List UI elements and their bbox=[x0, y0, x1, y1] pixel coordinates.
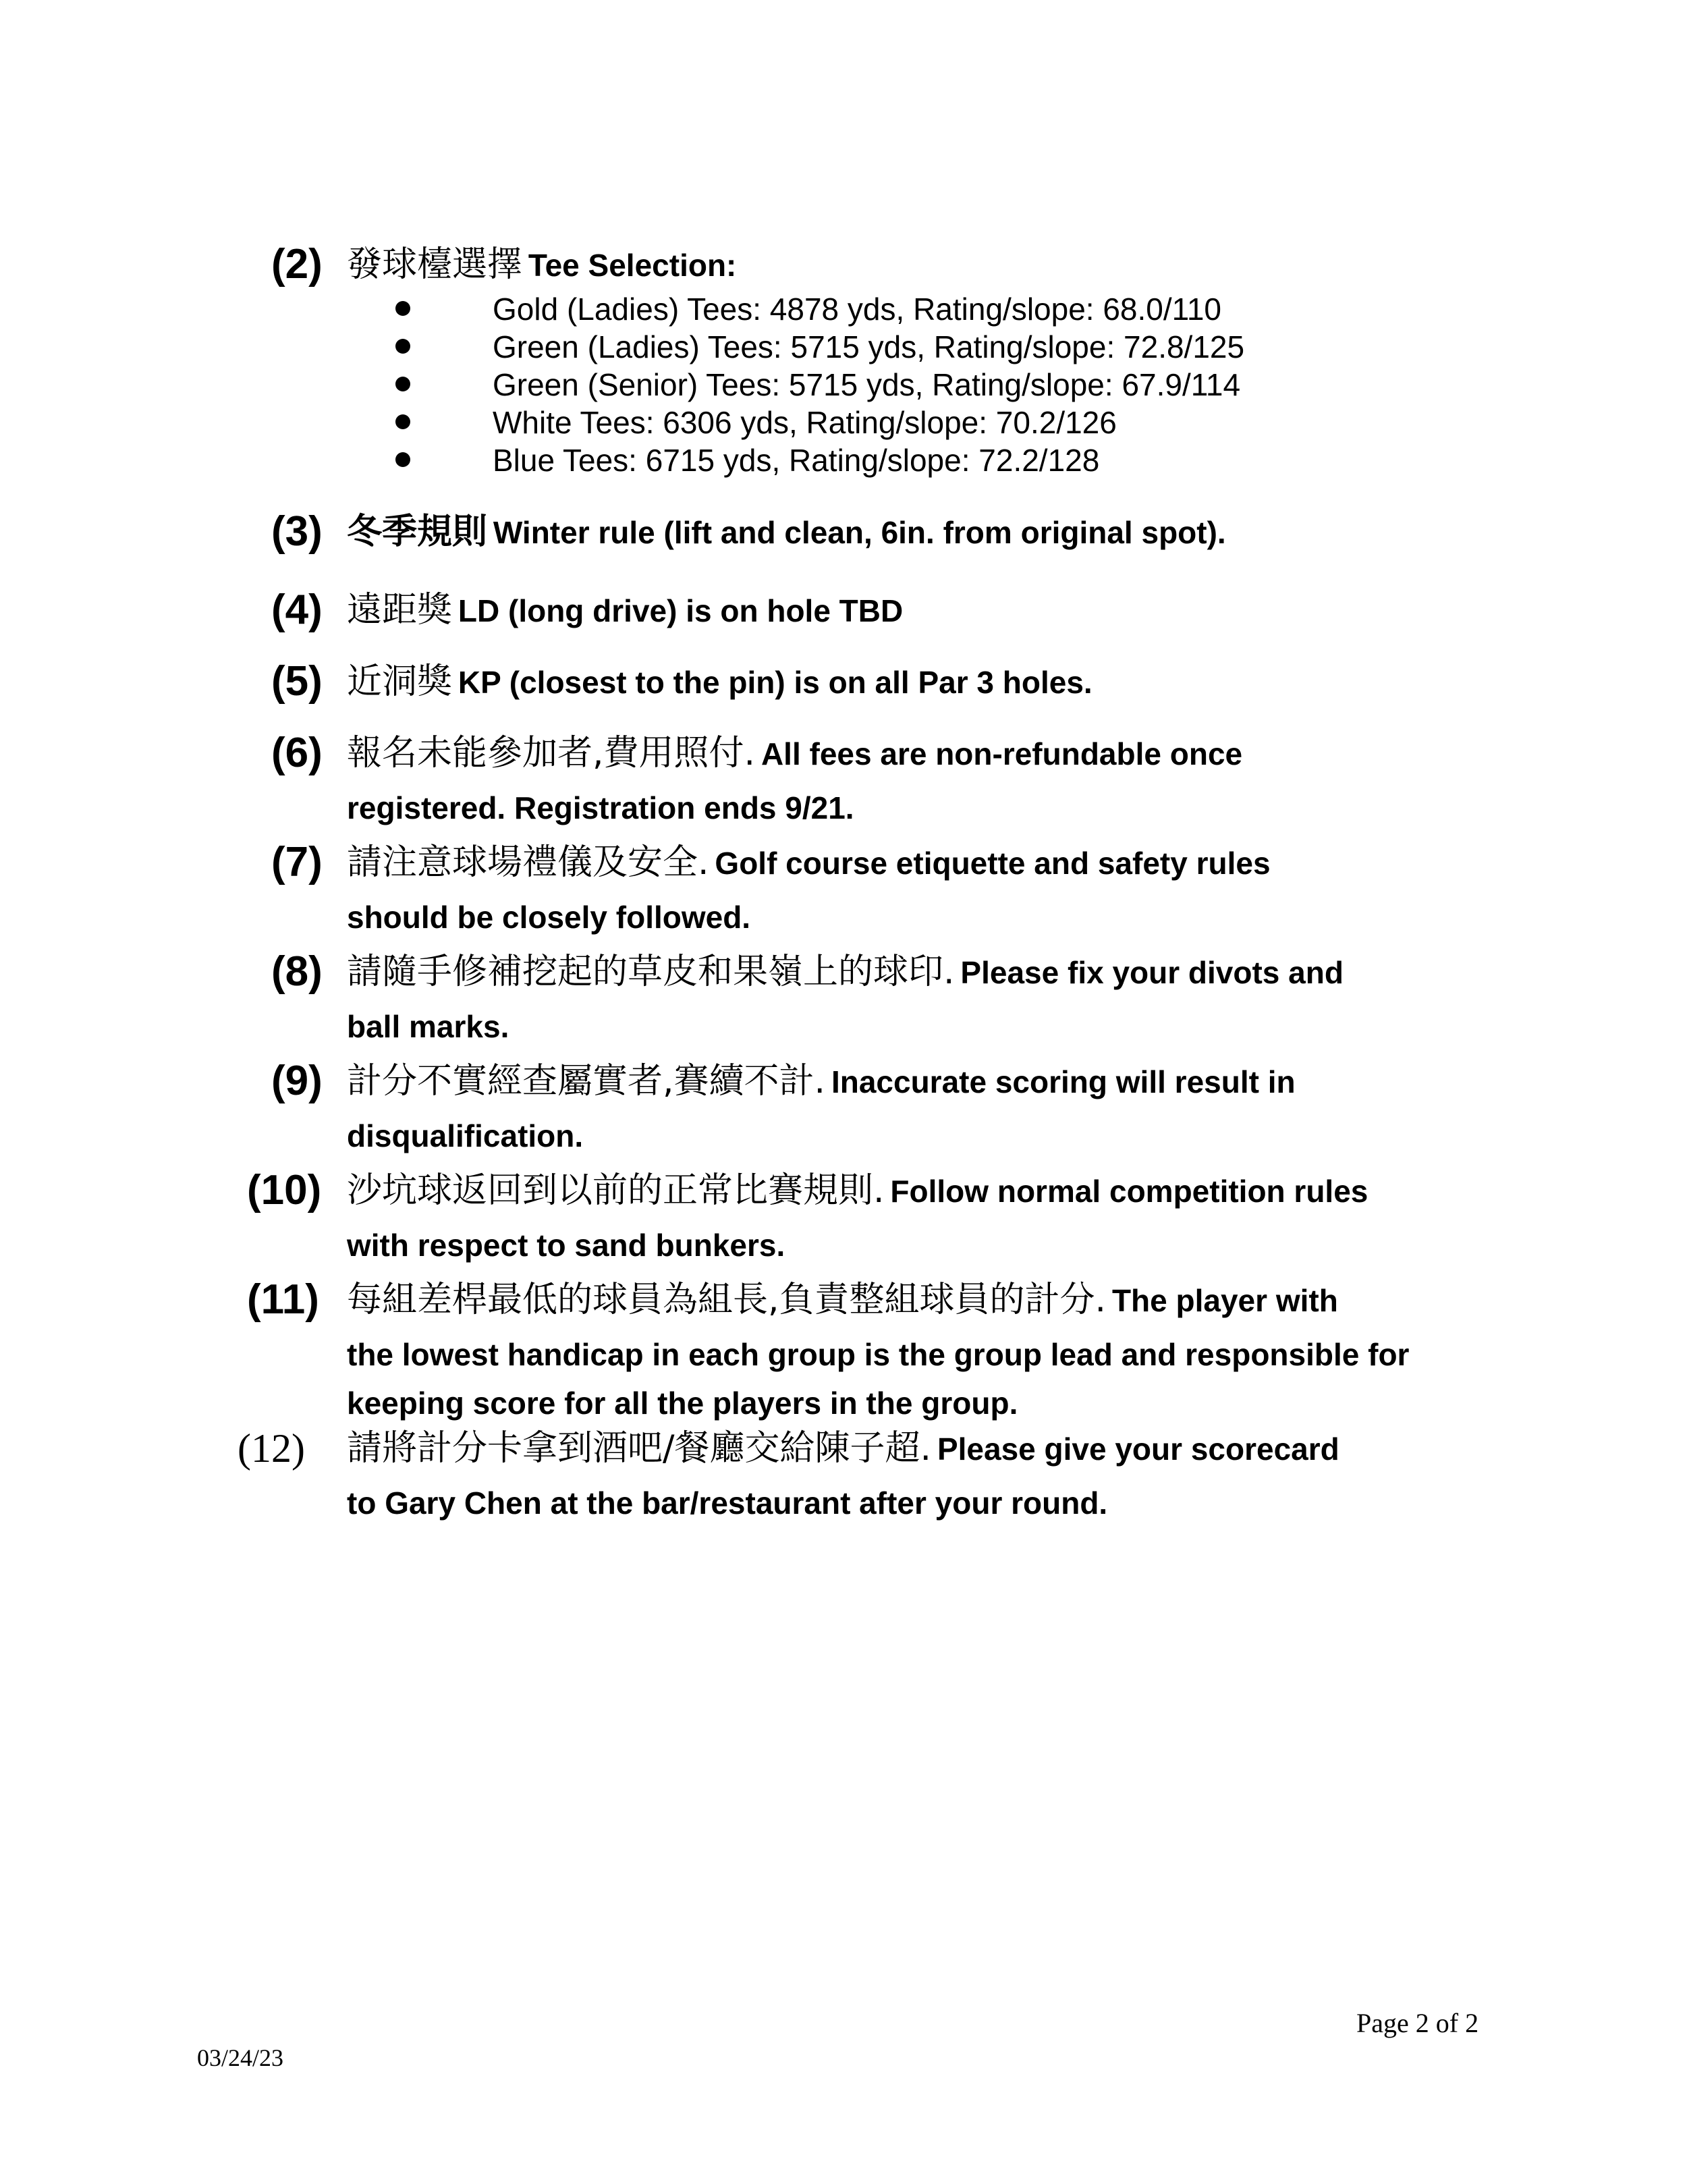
item-chinese-text: 近洞獎 bbox=[347, 661, 453, 702]
bullet-icon bbox=[395, 414, 410, 429]
tee-info: Gold (Ladies) Tees: 4878 yds, Rating/slope: 68.0/110 bbox=[493, 292, 1221, 327]
item-english-text: Please fix your divots and bbox=[960, 955, 1344, 990]
item-english-text: The player with bbox=[1111, 1283, 1338, 1318]
item-english-continuation: keeping score for all the players in the group. bbox=[347, 1386, 1018, 1421]
list-item bbox=[0, 443, 1687, 481]
item-number: (2) bbox=[271, 241, 323, 288]
item-english-continuation: the lowest handicap in each group is the group lead and responsible for bbox=[347, 1337, 1410, 1372]
item-chinese-text: 遠距獎 bbox=[347, 590, 453, 630]
list-item bbox=[0, 292, 1687, 329]
item-chinese-text: 請注意球場禮儀及安全. bbox=[347, 842, 709, 883]
item-chinese-text: 冬季規則 bbox=[347, 512, 488, 552]
item-number: (7) bbox=[271, 839, 323, 885]
item-chinese-text: 沙坑球返回到以前的正常比賽規則. bbox=[347, 1170, 885, 1211]
item-number: (5) bbox=[271, 658, 323, 705]
item-english-continuation: disqualification. bbox=[347, 1118, 584, 1153]
item-number: (6) bbox=[271, 730, 323, 776]
bullet-icon bbox=[395, 339, 410, 354]
item-english-continuation: ball marks. bbox=[347, 1009, 509, 1044]
item-number: (3) bbox=[271, 508, 323, 555]
item-chinese-text: 報名未能參加者,費用照付. bbox=[347, 733, 756, 773]
page-number: Page 2 of 2 bbox=[1356, 2008, 1479, 2038]
item-chinese-text: 每組差桿最低的球員為組長,負責整組球員的計分. bbox=[347, 1280, 1107, 1320]
item-number: (9) bbox=[271, 1058, 323, 1104]
item-number: (4) bbox=[271, 586, 323, 633]
item-chinese-text: 計分不實經查屬實者,賽續不計. bbox=[347, 1061, 826, 1101]
item-english-text: Follow normal competition rules bbox=[890, 1174, 1368, 1209]
item-english-text: All fees are non-refundable once bbox=[760, 736, 1243, 771]
item-english-text: LD (long drive) is on hole TBD bbox=[458, 593, 904, 628]
item-english-continuation: with respect to sand bunkers. bbox=[347, 1228, 785, 1263]
bullet-icon bbox=[395, 377, 410, 391]
item-english-text: Please give your scorecard bbox=[937, 1431, 1339, 1467]
item-english-text: Tee Selection: bbox=[528, 248, 737, 283]
item-english-continuation: should be closely followed. bbox=[347, 900, 751, 935]
list-item bbox=[0, 367, 1687, 405]
item-chinese-text: 請隨手修補挖起的草皮和果嶺上的球印. bbox=[347, 952, 955, 992]
item-number: (12) bbox=[238, 1426, 305, 1471]
item-english-text: Winter rule (lift and clean, 6in. from original spot). bbox=[493, 515, 1226, 550]
item-number: (10) bbox=[247, 1167, 322, 1213]
item-number: (11) bbox=[247, 1276, 319, 1323]
document-date: 03/24/23 bbox=[197, 2044, 284, 2071]
item-english-text: Inaccurate scoring will result in bbox=[831, 1064, 1296, 1099]
tee-info: Green (Ladies) Tees: 5715 yds, Rating/slope: 72.8/125 bbox=[493, 329, 1245, 364]
tee-info: Green (Senior) Tees: 5715 yds, Rating/slope: 67.9/114 bbox=[493, 367, 1241, 402]
item-english-text: KP (closest to the pin) is on all Par 3 holes. bbox=[458, 665, 1093, 700]
item-chinese-text: 請將計分卡拿到酒吧/餐廳交給陳子超. bbox=[347, 1428, 932, 1469]
item-chinese-text: 發球檯選擇 bbox=[347, 244, 523, 285]
item-english-text: Golf course etiquette and safety rules bbox=[715, 846, 1271, 881]
tee-info: Blue Tees: 6715 yds, Rating/slope: 72.2/128 bbox=[493, 443, 1100, 478]
tee-info: White Tees: 6306 yds, Rating/slope: 70.2/126 bbox=[493, 405, 1117, 440]
bullet-icon bbox=[395, 301, 410, 316]
item-number: (8) bbox=[271, 948, 323, 995]
list-item bbox=[0, 405, 1687, 443]
list-item bbox=[0, 329, 1687, 367]
item-english-continuation: registered. Registration ends 9/21. bbox=[347, 790, 854, 825]
bullet-icon bbox=[395, 452, 410, 467]
item-english-continuation: to Gary Chen at the bar/restaurant after your round. bbox=[347, 1485, 1108, 1521]
